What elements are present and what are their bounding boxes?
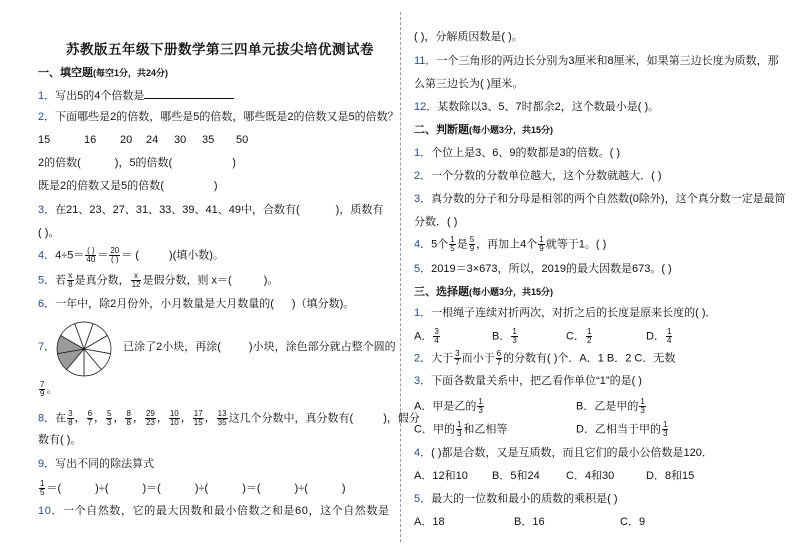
judge-1: 1．个位上是3、6、9的数都是3的倍数。( )	[414, 147, 620, 159]
judge-5: 5．2019＝3×673，所以，2019的最大因数是673。( )	[414, 263, 672, 275]
question-2-answer-b: 既是2的倍数又是5的倍数( )	[38, 180, 218, 192]
question-7: 7． 已涂了2小块，再涂( )小块，涂色部分就占整个圆的	[38, 341, 396, 353]
fraction: $\frac{17}{15}$	[193, 409, 203, 427]
choice-3: 3．下面各数量关系中，把乙看作单位“1”的是( )	[414, 375, 642, 387]
question-2-numbers: 15 16 20 24 30 35 50	[38, 134, 249, 146]
question-5: 5．若 $\frac{x}{8}$ 是真分数， $\frac{x}{12}$ 是假分数，则 x＝( )。	[38, 271, 279, 289]
choice-1: 1．一根绳子连续对折两次，对折之后的长度是原来长度的( )．	[414, 307, 717, 319]
choice-5-options: A．18 B．16 C．9	[414, 516, 646, 528]
section-1-heading	[38, 66, 168, 80]
judge-2: 2．一个分数的分数单位越大，这个分数就越大．( )	[414, 170, 662, 182]
judge-4: 4．5个 $\frac{1}{5}$ 是 $\frac{5}{9}$ ，再加上4个 $\frac{1}{9}$ 就等于1。( )	[414, 235, 607, 253]
section-1-label: 一、填空题	[38, 67, 93, 79]
choice-1-options: A． $\frac{3}{4}$ B． $\frac{1}{3}$ C． $\frac{1}{2}$ D． $\frac{1}{4}$	[414, 327, 672, 345]
section-1-note: (每空1分，共24分)	[93, 68, 169, 78]
question-6: 6．一年中，除2月份外，小月数量是大月数量的( )（填分数)。	[38, 298, 355, 310]
choice-5: 5．最大的一位数和最小的质数的乘积是( )	[414, 493, 618, 505]
question-10-cont: ( )，分解质因数是( )。	[414, 31, 523, 43]
judge-3: 3．真分数的分子和分母是相邻的两个自然数(0除外)，这个真分数一定是最简	[414, 193, 786, 205]
choice-2: 2．大于 $\frac{3}{7}$ 而小于 $\frac{6}{7}$ 的分数有( )个．A．1 B．2 C．无数	[414, 349, 676, 367]
choice-3-options-ab: A．甲是乙的 $\frac{1}{3}$ B．乙是甲的 $\frac{1}{3}$	[414, 397, 645, 415]
answer-blank	[144, 87, 234, 99]
question-3-cont: ( )。	[38, 227, 60, 239]
question-11-cont: 么第三边长为( )厘米。	[414, 78, 524, 90]
fraction: $\frac{5}{3}$	[107, 409, 112, 427]
fraction: $\frac{29}{23}$	[145, 409, 155, 427]
question-2: 2．下面哪些是2的倍数，哪些是5的倍数，哪些既是2的倍数又是5的倍数？	[38, 111, 399, 123]
question-3: 3．在21、23、27、31、33、39、41、49中，合数有( )，质数有	[38, 204, 384, 216]
question-9-equation: $\frac{1}{5}$ ＝( )÷( )＝( )÷( )＝( )÷( )	[40, 479, 346, 497]
fraction: $\frac{6}{7}$	[87, 409, 93, 427]
choice-3-options-cd: C．甲的 $\frac{1}{3}$ 和乙相等 D．乙相当于甲的 $\frac{1}{3}$	[414, 420, 668, 438]
choice-4-options: A．12和10 B．5和24 C．4和30 D．8和15	[414, 470, 695, 482]
question-1: 1．写出5的4个倍数是	[38, 87, 234, 103]
question-11: 11．一个三角形的两边长分别为3厘米和8厘米，如果第三边长度为质数，那	[414, 55, 779, 67]
question-12: 12．某数除以3、5、7时都余2，这个数最小是( )。	[414, 101, 660, 113]
fraction: $\frac{13}{35}$	[217, 409, 227, 427]
choice-4: 4．( )都是合数，又是互质数，而且它们的最小公倍数是120．	[414, 447, 713, 459]
section-2-heading: 二、判断题(每小题3分，共15分)	[414, 124, 554, 136]
question-4: 4．4÷5＝ $\frac{( )}{40}$ ＝ $\frac{20}{( )}$ ＝ ( )(填小数)。	[38, 246, 224, 264]
fraction: $\frac{3}{8}$	[68, 409, 73, 427]
question-7-cont: $\frac{7}{9}$ 。	[40, 380, 58, 398]
question-8-cont: 数有( )。	[38, 434, 82, 446]
fraction: $\frac{8}{8}$	[126, 409, 131, 427]
section-3-heading: 三、选择题(每小题3分，共15分)	[414, 286, 554, 298]
page-title: 苏教版五年级下册数学第三四单元拔尖培优测试卷	[66, 42, 374, 57]
question-8: 8．在 $\frac{3}{8}$ ， $\frac{6}{7}$ ， $\frac{5}{3}$ ， $\frac{8}{8}$ ， $\frac{29}{23}$ ， $\frac{10}{10}$ ， $\frac{17}{15}$ ， $\frac{13}{35}$ 这几个分数中，真分数有( )，假分	[38, 409, 420, 427]
question-9: 9．写出不同的除法算式	[38, 458, 155, 470]
question-10: 10．一个自然数，它的最大因数和最小倍数之和是60，这个自然数是	[38, 505, 390, 517]
question-2-answer-a: 2的倍数( )，5的倍数( )	[38, 157, 236, 169]
judge-3-cont: 分数．( )	[414, 216, 458, 228]
fraction: $\frac{10}{10}$	[169, 409, 179, 427]
column-divider	[400, 12, 401, 542]
